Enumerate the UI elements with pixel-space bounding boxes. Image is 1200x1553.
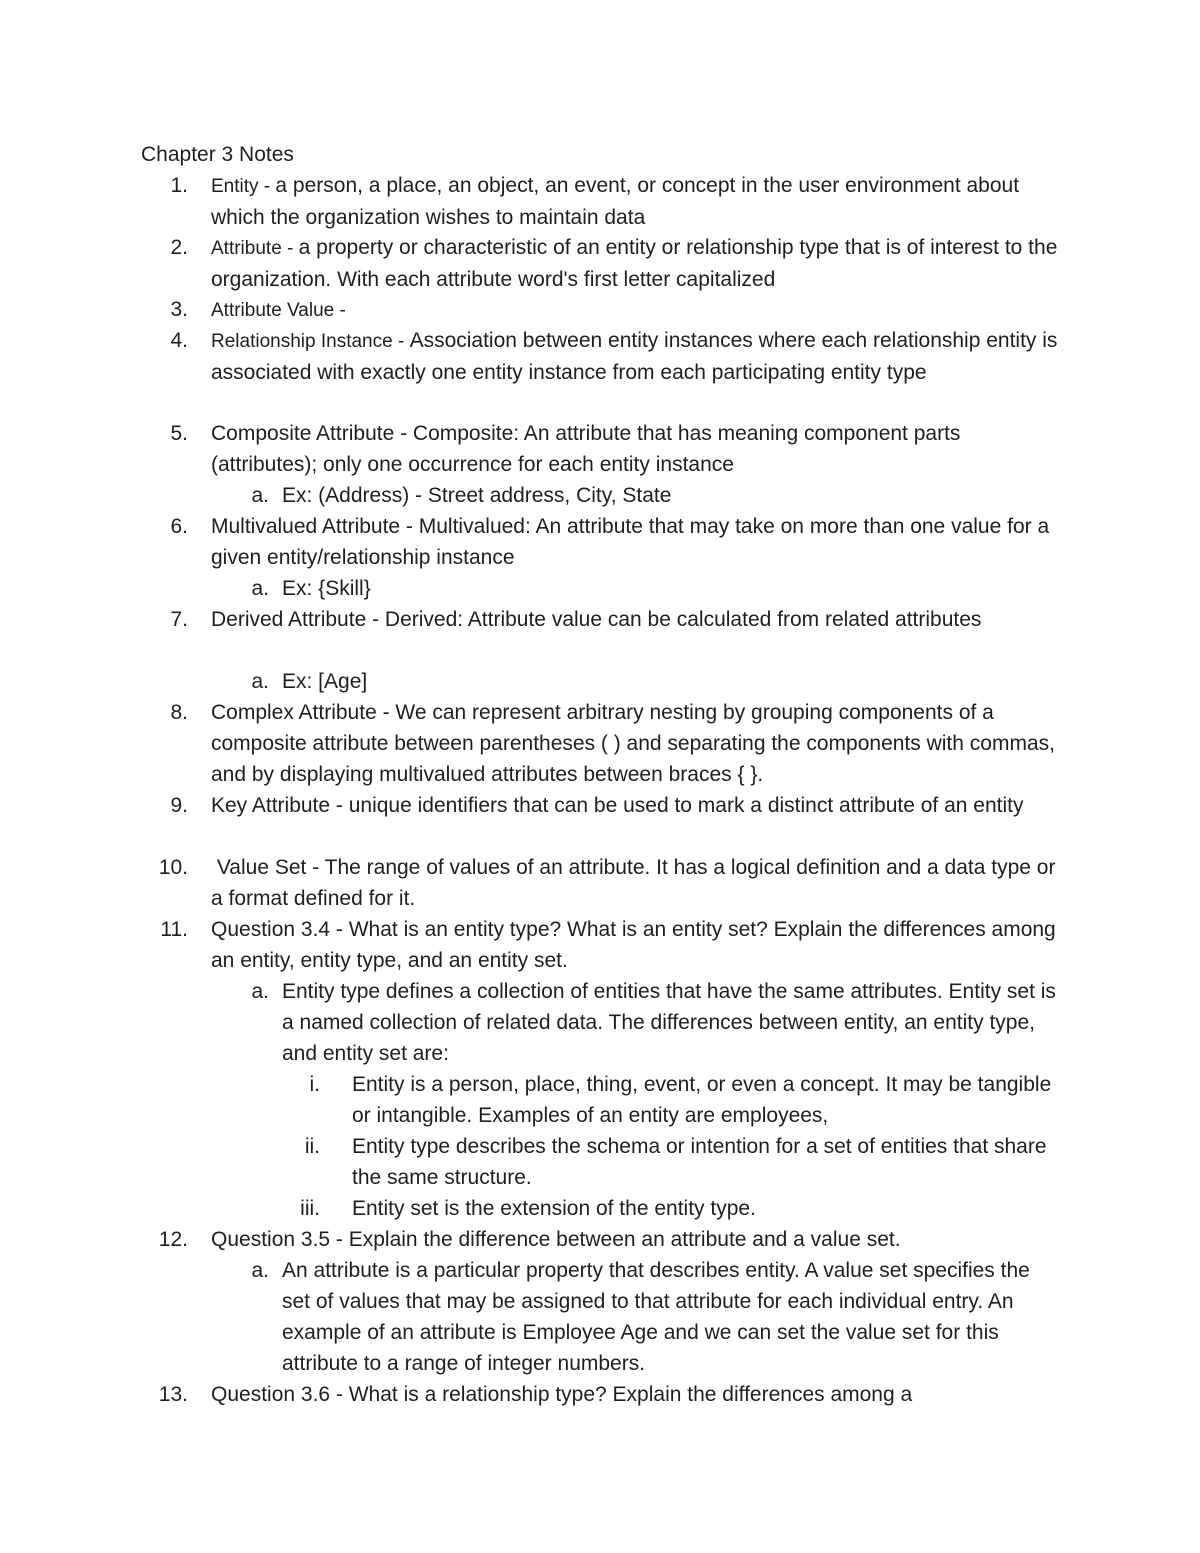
item-text: Entity set is the extension of the entity type. bbox=[352, 1197, 756, 1220]
item-number: a. bbox=[251, 1259, 269, 1282]
item-number: 6. bbox=[170, 515, 188, 538]
item-term: Entity - bbox=[211, 176, 276, 197]
item-number: 11. bbox=[160, 918, 188, 941]
item-text: Entity type defines a collection of entities that have the same attributes. Entity set is a named collection of related data. The differences between entity, an entity type, and entity set are: bbox=[282, 980, 1056, 1065]
item-number: a. bbox=[251, 980, 269, 1003]
item-text: Question 3.4 - What is an entity type? What is an entity set? Explain the differences among an entity, entity type, and an entity set. bbox=[211, 918, 1056, 972]
item-text: Ex: [Age] bbox=[282, 670, 368, 693]
item-number: 2. bbox=[170, 236, 188, 259]
item-number: 1. bbox=[170, 174, 188, 197]
item-number: 12. bbox=[158, 1228, 188, 1251]
item-text: Association between entity instances where each relationship entity is associated with exactly one entity instance from each participating entity type bbox=[211, 329, 1058, 384]
item-text: Multivalued Attribute - Multivalued: An attribute that may take on more than one value for a given entity/relationship instance bbox=[211, 515, 1050, 569]
item-text: Entity type describes the schema or intention for a set of entities that share the same structure. bbox=[352, 1135, 1047, 1189]
item-number: 5. bbox=[170, 422, 188, 445]
item-number: 10. bbox=[158, 856, 188, 879]
item-number: 8. bbox=[170, 701, 188, 724]
item-number: ii. bbox=[304, 1135, 320, 1158]
item-text: Ex: (Address) - Street address, City, State bbox=[282, 484, 672, 507]
item-text: Complex Attribute - We can represent arbitrary nesting by grouping components of a composite attribute between parentheses ( ) and separating the components with commas, and by displaying multivalued attributes between braces { }. bbox=[211, 701, 1055, 786]
item-text: Ex: {Skill} bbox=[282, 577, 371, 600]
item-text: a property or characteristic of an entity or relationship type that is of interest to the organization. With each attribute word's first letter capitalized bbox=[211, 236, 1058, 291]
item-number: a. bbox=[251, 484, 269, 507]
item-number: iii. bbox=[300, 1197, 320, 1220]
item-number: 7. bbox=[170, 608, 188, 631]
item-term: Relationship Instance - bbox=[211, 331, 410, 352]
item-number: 3. bbox=[170, 298, 188, 321]
page-title: Chapter 3 Notes bbox=[141, 143, 294, 166]
item-text: Entity is a person, place, thing, event, or even a concept. It may be tangible or intangible. Examples of an entity are employees, bbox=[352, 1073, 1052, 1127]
item-text: Value Set - The range of values of an attribute. It has a logical definition and a data type or a format defined for it. bbox=[211, 856, 1062, 910]
item-number: i. bbox=[309, 1073, 320, 1096]
item-term: Attribute - bbox=[211, 238, 299, 259]
item-number: a. bbox=[251, 670, 269, 693]
item-number: 13. bbox=[158, 1383, 188, 1406]
item-number: 4. bbox=[170, 329, 188, 352]
item-text: Question 3.6 - What is a relationship type? Explain the differences among a bbox=[211, 1383, 913, 1406]
item-text: Derived Attribute - Derived: Attribute value can be calculated from related attributes bbox=[211, 608, 982, 631]
item-term: Attribute Value - bbox=[211, 300, 346, 321]
item-text: Question 3.5 - Explain the difference between an attribute and a value set. bbox=[211, 1228, 901, 1251]
item-number: 9. bbox=[170, 794, 188, 817]
item-number: a. bbox=[251, 577, 269, 600]
item-text: a person, a place, an object, an event, or concept in the user environment about which the organization wishes to maintain data bbox=[211, 174, 1020, 229]
item-text: Key Attribute - unique identifiers that can be used to mark a distinct attribute of an entity bbox=[211, 794, 1024, 817]
item-text: Composite Attribute - Composite: An attribute that has meaning component parts (attributes); only one occurrence for each entity instance bbox=[211, 422, 961, 476]
item-text: An attribute is a particular property that describes entity. A value set specifies the set of values that may be assigned to that attribute for each individual entry. An example of an attribute is Employee Age and we can set the value set for this attribute to a range of integer numbers. bbox=[282, 1259, 1030, 1375]
